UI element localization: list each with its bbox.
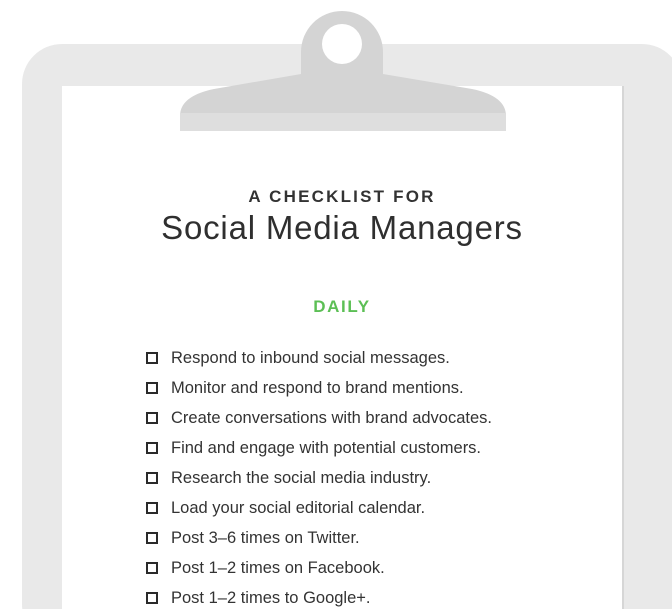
checkbox-icon <box>146 472 158 484</box>
checklist-item <box>146 433 492 463</box>
checkbox-icon <box>146 352 158 364</box>
checkbox-icon <box>146 502 158 514</box>
checklist-item <box>146 463 492 493</box>
checklist-item-text: Respond to inbound social messages. <box>171 348 450 367</box>
checklist-item-text: Create conversations with brand advocates. <box>171 408 493 427</box>
checkbox-icon <box>146 442 158 454</box>
checklist-item-text: Post 1–2 times to Google+. <box>171 588 371 607</box>
daily-checklist <box>146 343 492 609</box>
checkbox-icon <box>146 412 158 424</box>
checklist-item-text: Post 1–2 times on Facebook. <box>171 558 385 577</box>
checklist-kicker: A CHECKLIST FOR <box>248 187 436 206</box>
checklist-item <box>146 583 492 609</box>
checklist-item <box>146 493 492 523</box>
clipboard-clip-icon <box>178 4 508 132</box>
checklist-item <box>146 343 492 373</box>
checklist-item-text: Load your social editorial calendar. <box>171 498 426 517</box>
checklist-item-text: Find and engage with potential customers. <box>171 438 482 457</box>
checklist-item-text: Monitor and respond to brand mentions. <box>171 378 464 397</box>
checkbox-icon <box>146 532 158 544</box>
checklist-item <box>146 523 492 553</box>
checklist-title: Social Media Managers <box>161 209 523 246</box>
checklist-item-text: Research the social media industry. <box>171 468 432 487</box>
checklist-item <box>146 403 492 433</box>
checkbox-icon <box>146 382 158 394</box>
checkbox-icon <box>146 562 158 574</box>
checklist-item <box>146 373 492 403</box>
section-title-daily: DAILY <box>313 297 371 316</box>
checklist-item <box>146 553 492 583</box>
checklist-item-text: Post 3–6 times on Twitter. <box>171 528 360 547</box>
checkbox-icon <box>146 592 158 604</box>
